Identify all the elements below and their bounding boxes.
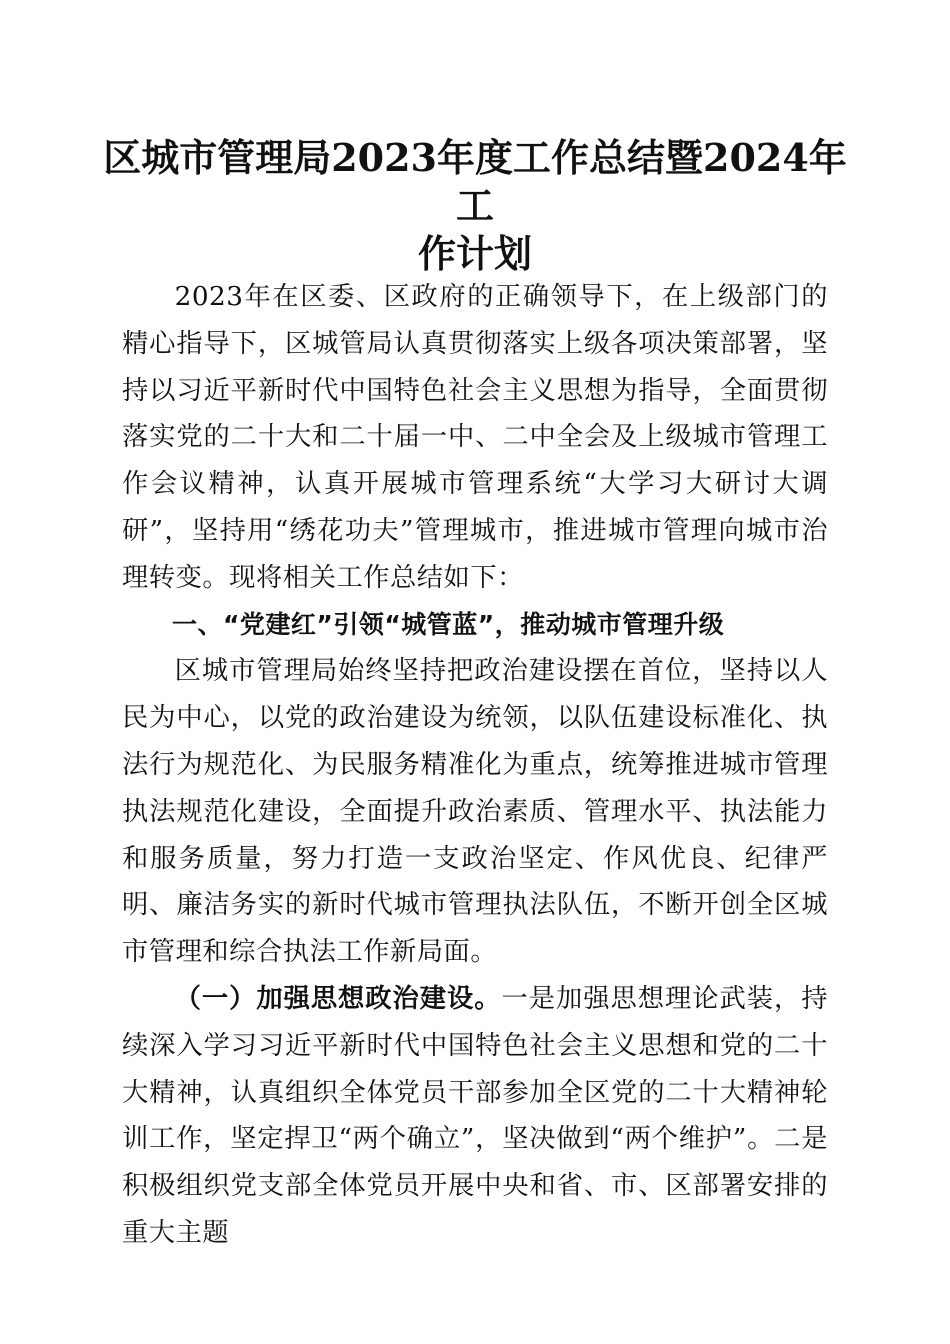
- document-body: [122, 274, 828, 1257]
- title-line-2: 作计划: [417, 231, 532, 276]
- section-1-paragraph: 区城市管理局始终坚持把政治建设摆在首位，坚持以人民为中心，以党的政治建设为统领，以队伍建设标准化、执法行为规范化、为民服务精准化为重点，统筹推进城市管理执法规范化建设，全面提升政治素质、管理水平、执法能力和服务质量，努力打造一支政治坚定、作风优良、纪律严明、廉洁务实的新时代城市管理执法队伍，不断开创全区城市管理和综合执法工作新局面。: [122, 656, 828, 968]
- subsection-1-paragraph: [122, 976, 828, 1257]
- section-heading-1: 一、“党建红”引领“城管蓝”，推动城市管理升级: [172, 609, 725, 639]
- subsection-1-text: 一是加强思想理论武装，持续深入学习习近平新时代中国特色社会主义思想和党的二十大精神，认真组织全体党员干部参加全区党的二十大精神轮训工作，坚定捍卫“两个确立”，坚决做到“两个维护”。二是积极组织党支部全体党员开展中央和省、市、区部署安排的重大主题: [122, 983, 829, 1248]
- title-line-1: 区城市管理局2023年度工作总结暨2024年工: [103, 135, 847, 228]
- intro-paragraph: 2023年在区委、区政府的正确领导下，在上级部门的精心指导下，区城管局认真贯彻落实上级各项决策部署，坚持以习近平新时代中国特色社会主义思想为指导，全面贯彻落实党的二十大和二十届一中、二中全会及上级城市管理工作会议精神，认真开展城市管理系统“大学习大研讨大调研”，坚持用“绣花功夫”管理城市，推进城市管理向城市治理转变。现将相关工作总结如下：: [122, 282, 828, 593]
- document-title: [100, 134, 850, 278]
- subsection-1-heading: （一）加强思想政治建设。: [174, 982, 502, 1014]
